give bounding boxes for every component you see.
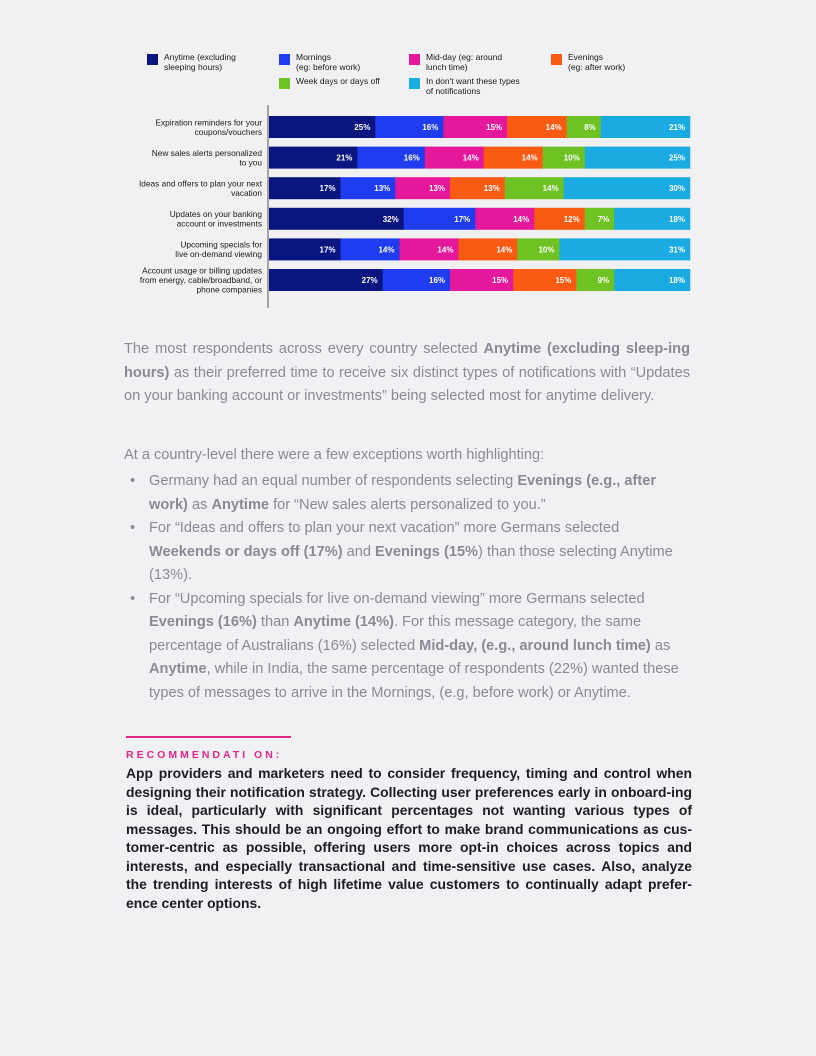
data-label: 13% [483, 184, 500, 194]
legend-label: Evenings (eg: after work) [568, 52, 626, 72]
category-label: Account usage or billing updates from energy, cable/broadband, or phone companies [139, 265, 262, 295]
data-label: 14% [542, 184, 559, 194]
recommendation-body: App providers and marketers need to consider frequency, timing and control when designing their notification strategy. Collecting user preferences early in onboard-ing is ideal, particularly with significant percentages not wanting various types of messages. This should be an ongoing effort to make brand communications as cus-tomer-centric as possible, offering users more opt-in choices across topics and interests, and especially transactional and time-sensitive use cases. Also, analyze the trending interests of high lifetime value customers to continually adapt prefer-ence center options. [126, 765, 692, 911]
bold-phrase: Mid-day, (e.g., around lunch time) [419, 637, 651, 654]
data-label: 18% [668, 276, 685, 285]
data-label: 14% [521, 153, 538, 163]
bold-phrase: Anytime [149, 661, 207, 677]
text-run: . For this message category, the same percentage of Australians (16%) selected [149, 614, 642, 654]
bold-phrase: Evenings (15% [375, 543, 479, 560]
data-label: 14% [378, 245, 395, 255]
category-label: Updates on your banking account or investments [169, 209, 262, 229]
data-label: 21% [668, 123, 685, 132]
bold-phrase: Evenings (16%) [149, 614, 257, 630]
data-label: 16% [429, 276, 446, 285]
data-label: 17% [319, 184, 336, 194]
bold-phrase: Anytime (14%) [293, 614, 394, 630]
text-run: as [187, 496, 212, 513]
text-run: than [256, 614, 294, 630]
data-label: 14% [496, 245, 513, 255]
bullet-icon: • [130, 473, 136, 489]
bold-phrase: Anytime (excluding sleep-ing hours) [124, 341, 690, 381]
data-label: 7% [597, 214, 610, 224]
legend-label: In don't want these types of notifications [426, 76, 520, 96]
data-label: 13% [429, 184, 446, 194]
text-run: The most respondents across every country selected [124, 341, 484, 357]
legend-label: Mid-day (eg: around lunch time) [426, 52, 503, 72]
summary-paragraph [124, 338, 690, 409]
text-run: , while in India, the same percentage of respondents (22%) wanted these types of messages to arrive in the Mornings, (e.g, before work) or Anytime. [149, 661, 679, 701]
text-run: For “Ideas and offers to plan your next vacation” more Germans selected [149, 520, 620, 536]
data-label: 16% [422, 123, 439, 132]
data-label: 17% [454, 214, 471, 224]
data-label: 18% [668, 214, 685, 224]
bold-phrase: Evenings (e.g., after work) [149, 473, 657, 513]
data-label: 13% [374, 184, 391, 194]
bullet-icon: • [130, 590, 136, 607]
recommendation-heading: RECOMMENDATI ON: [126, 749, 283, 761]
data-label: 12% [563, 214, 580, 224]
text-run: for “New sales alerts personalized to you.” [269, 496, 546, 513]
bullet-icon: • [130, 520, 136, 536]
category-label: Ideas and offers to plan your next vacation [139, 178, 262, 198]
data-label: 17% [319, 245, 336, 255]
intro-paragraph: At a country-level there were a few exceptions worth highlighting: [124, 447, 545, 463]
data-label: 31% [668, 245, 685, 255]
data-label: 14% [462, 153, 479, 163]
recommendation-divider [126, 736, 291, 738]
legend-label: Mornings (eg: before work) [296, 52, 361, 72]
data-label: 15% [486, 123, 503, 132]
text-run: ) than those selecting Anytime (13%). [149, 543, 673, 583]
bold-phrase: Anytime [211, 496, 270, 513]
data-label: 10% [563, 153, 580, 163]
list-item [130, 517, 690, 588]
bold-phrase: Weekends or days off (17%) [149, 543, 343, 560]
data-label: 25% [354, 123, 371, 132]
data-label: 10% [538, 245, 555, 255]
legend-label: Week days or days off [296, 76, 380, 86]
data-label: 15% [555, 276, 572, 285]
stacked-bar-chart [0, 0, 816, 320]
exceptions-list [130, 470, 690, 705]
data-label: 9% [597, 276, 610, 285]
data-label: 25% [668, 153, 685, 163]
category-label: Upcoming specials for live on-demand viewing [175, 239, 262, 260]
legend-label: Anytime (excluding sleeping hours) [164, 52, 236, 72]
data-label: 14% [545, 123, 562, 132]
text-run: For “Upcoming specials for live on-demand viewing” more Germans selected [149, 590, 645, 607]
data-label: 8% [584, 123, 596, 132]
text-run: Germany had an equal number of respondents selecting [149, 473, 518, 489]
category-label: New sales alerts personalized to you [151, 147, 262, 168]
data-label: 27% [361, 276, 378, 285]
list-item [130, 588, 690, 706]
text-run: and [342, 543, 376, 560]
data-label: 21% [336, 153, 353, 163]
text-run: as [650, 637, 671, 654]
text-run: as their preferred time to receive six distinct types of notifications with “Updates on your banking account or investments” being selected most for anytime delivery. [124, 364, 690, 404]
category-label: Expiration reminders for your coupons/vouchers [155, 117, 262, 137]
data-label: 16% [403, 153, 420, 163]
data-label: 14% [513, 214, 530, 224]
data-label: 14% [437, 245, 454, 255]
data-label: 15% [492, 276, 509, 285]
data-label: 32% [382, 214, 399, 224]
list-item [130, 470, 690, 517]
data-label: 30% [668, 184, 685, 194]
